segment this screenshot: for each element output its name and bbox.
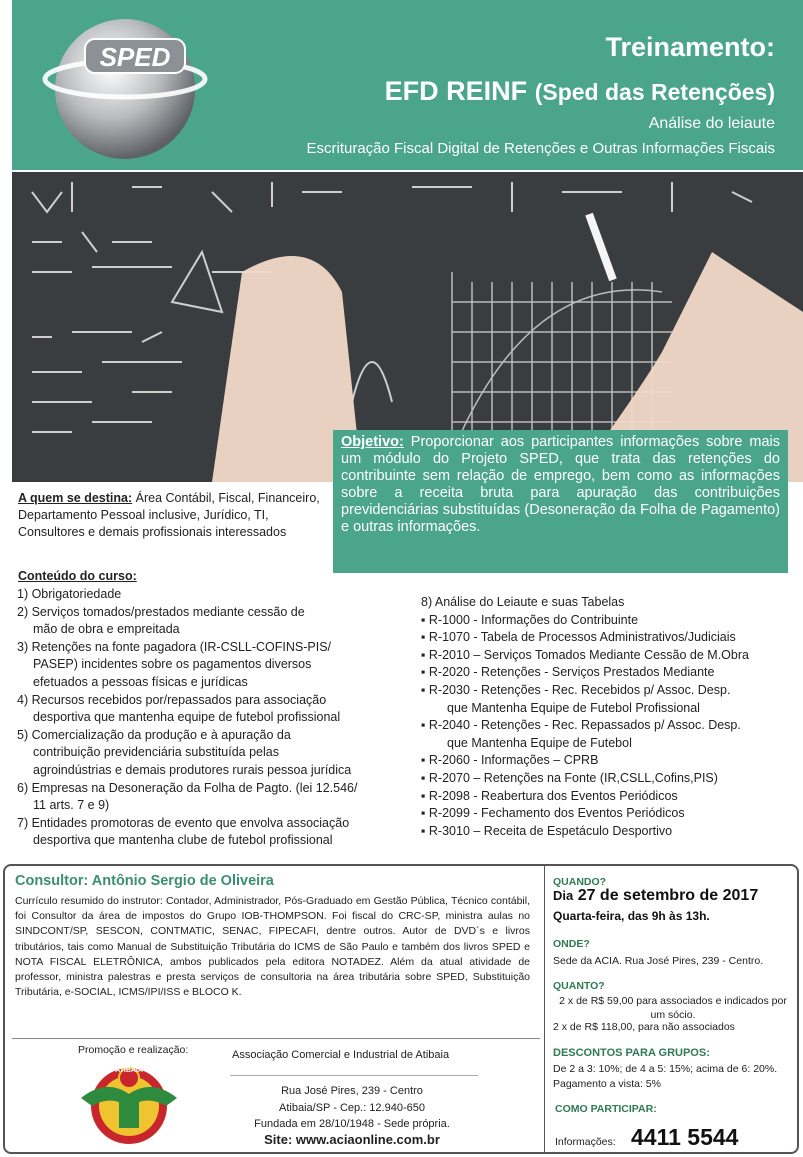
date-value: 27 de setembro de 2017 [577,887,759,904]
list-item: ▪ R-2070 – Retenções na Fonte (IR,CSLL,Cofins,PIS) [421,770,718,785]
list-item: ▪ R-2040 - Retenções - Rec. Repassados p/ Assoc. Desp. [421,718,741,733]
consultant-bio: Currículo resumido do instrutor: Contador, Administrador, Pós-Graduado em Gestão Pública, Técnico contábil, foi Consultor da área de impostos do Grupo IOB-THOMPSON. Foi fiscal do CRC-SP, ministra aulas no SINDCONT/SP, SESCON, CONTMATIC, SENAC, FIPECAFI, dentre outros. Autor de DVD´s e livros tributários, tais como Manual de Substituição Tributária do ICMS de São Paulo e também dos livros SPED e NOTA FISCAL ELETRÔNICA, ambos publicados pela editora NOTADEZ. Além da atual atividade de professor, ministra palestras e presta serviços de consultoria na área tributária sobre SPED, Substituição Tributária, e-SOCIAL, ICMS/IPI/ISS e BLOCO K. [15,895,530,999]
list-item: efetuados a pessoas físicas e jurídicas [33,674,248,689]
sped-logo-text: SPED [99,42,171,72]
discounts-text: De 2 a 3: 10%; de 4 a 5: 15%; acima de 6: 20%. [553,1063,778,1075]
list-item: PASEP) incidentes sobre os pagamentos diversos [33,657,312,672]
acia-logo [76,1058,182,1148]
date-prefix: Dia [553,888,574,903]
event-location: Sede da ACIA. Rua José Pires, 239 - Centro. [553,955,764,967]
list-item: ▪ R-2060 - Informações – CPRB [421,753,599,768]
price-non-members: 2 x de R$ 118,00, para não associados [553,1021,735,1033]
how-to-join-label: COMO PARTICIPAR: [555,1103,657,1115]
list-item: ▪ R-2098 - Reabertura dos Eventos Periódicos [421,788,678,803]
price-label: QUANTO? [553,980,605,992]
subtitle-analise: Análise do leiaute [648,115,775,132]
association-name: Associação Comercial e Industrial de Atibaia [232,1049,450,1061]
promotion-label: Promoção e realização: [78,1044,189,1056]
event-weekday-time: Quarta-feira, das 9h às 13h. [553,909,710,923]
list-item: contribuição previdenciária substituída pelas [33,745,279,760]
address-block [232,1083,472,1133]
contents-list-left [17,586,412,850]
where-label: ONDE? [553,938,590,950]
audience-block [18,490,323,541]
panel-divider [544,866,545,1152]
list-item: ▪ R-1070 - Tabela de Processos Administrativos/Judiciais [421,630,736,645]
phone-number[interactable]: 4411 5544 [631,1124,739,1150]
list-item: desportiva que mantenha clube de futebol profissional [33,833,333,848]
info-label: Informações: [555,1136,616,1148]
acia-logo-text: ATIBAIA [115,1067,143,1074]
consultant-title: Consultor: Antônio Sergio de Oliveira [15,873,274,889]
discounts-label: DESCONTOS PARA GRUPOS: [553,1047,710,1059]
list-item: mão de obra e empreitada [33,622,180,637]
contents-list-right [421,594,801,840]
list-item: ▪ R-2020 - Retenções - Serviços Prestados Mediante [421,665,715,680]
audience-label: A quem se destina: [18,491,133,505]
when-label: QUANDO? [553,876,607,888]
panel-separator [12,1038,540,1039]
list-item: que Mantenha Equipe de Futebol Profissional [447,700,700,715]
list-item: 7) Entidades promotoras de evento que envolva associação [17,815,350,830]
address-line-3: Fundada em 28/10/1948 - Sede própria. [254,1118,450,1130]
title-main: EFD REINF [384,76,528,106]
title-sub: (Sped das Retenções) [534,79,775,105]
address-line-1: Rua José Pires, 239 - Centro [281,1085,423,1097]
website-link[interactable]: Site: www.aciaonline.com.br [264,1132,440,1147]
list-item: 6) Empresas na Desoneração da Folha de Pagto. (lei 12.546/ [17,780,358,795]
objective-text: Proporcionar aos participantes informações sobre mais um módulo do Projeto SPED, que trata das retenções do contribuinte sem relação de emprego, bem como as informações sobre a receita bruta para apuração das contribuições previdenciárias substituídas (Desoneração da Folha de Pagamento) e outras informações. [341,434,780,535]
address-divider [230,1075,478,1076]
title-treinamento: Treinamento: [605,32,775,62]
list-item: 8) Análise do Leiaute e suas Tabelas [421,595,625,609]
price-members: 2 x de R$ 59,00 para associados e indicados por um sócio. [559,995,787,1021]
list-item: 1) Obrigatoriedade [17,587,122,601]
objective-box [333,430,788,573]
list-item: 2) Serviços tomados/prestados mediante cessão de [17,604,305,619]
cash-payment-text: Pagamento a vista: 5% [553,1078,661,1090]
subtitle-escrituracao: Escrituração Fiscal Digital de Retenções e Outras Informações Fiscais [306,140,775,157]
list-item: 11 arts. 7 e 9) [33,798,110,813]
objective-label: Objetivo: [341,434,404,450]
list-item: ▪ R-1000 - Informações do Contribuinte [421,612,639,627]
contents-title: Conteúdo do curso: [18,569,137,583]
list-item: ▪ R-3010 – Receita de Espetáculo Desportivo [421,823,673,838]
list-item: 5) Comercialização da produção e à apuração da [17,727,291,742]
sped-logo [40,4,215,169]
list-item: desportiva que mantenha equipe de futebol profissional [33,710,341,725]
list-item: ▪ R-2010 – Serviços Tomados Mediante Cessão de M.Obra [421,647,749,662]
audience-text: Área Contábil, Fiscal, Financeiro, Departamento Pessoal inclusive, Jurídico, TI, Consultores e demais profissionais interessados [18,491,320,539]
event-date [553,887,758,905]
list-item: agroindústrias e demais produtores rurais pessoa jurídica [33,762,352,777]
list-item: ▪ R-2030 - Retenções - Rec. Recebidos p/ Assoc. Desp. [421,682,731,697]
list-item: 3) Retenções na fonte pagadora (IR-CSLL-COFINS-PIS/ [17,639,332,654]
title-efd-reinf [385,76,775,107]
list-item: que Mantenha Equipe de Futebol [447,735,632,750]
list-item: ▪ R-2099 - Fechamento dos Eventos Periódicos [421,806,685,821]
list-item: 4) Recursos recebidos por/repassados para associação [17,692,327,707]
address-line-2: Atibaia/SP - Cep.: 12.940-650 [279,1101,425,1114]
